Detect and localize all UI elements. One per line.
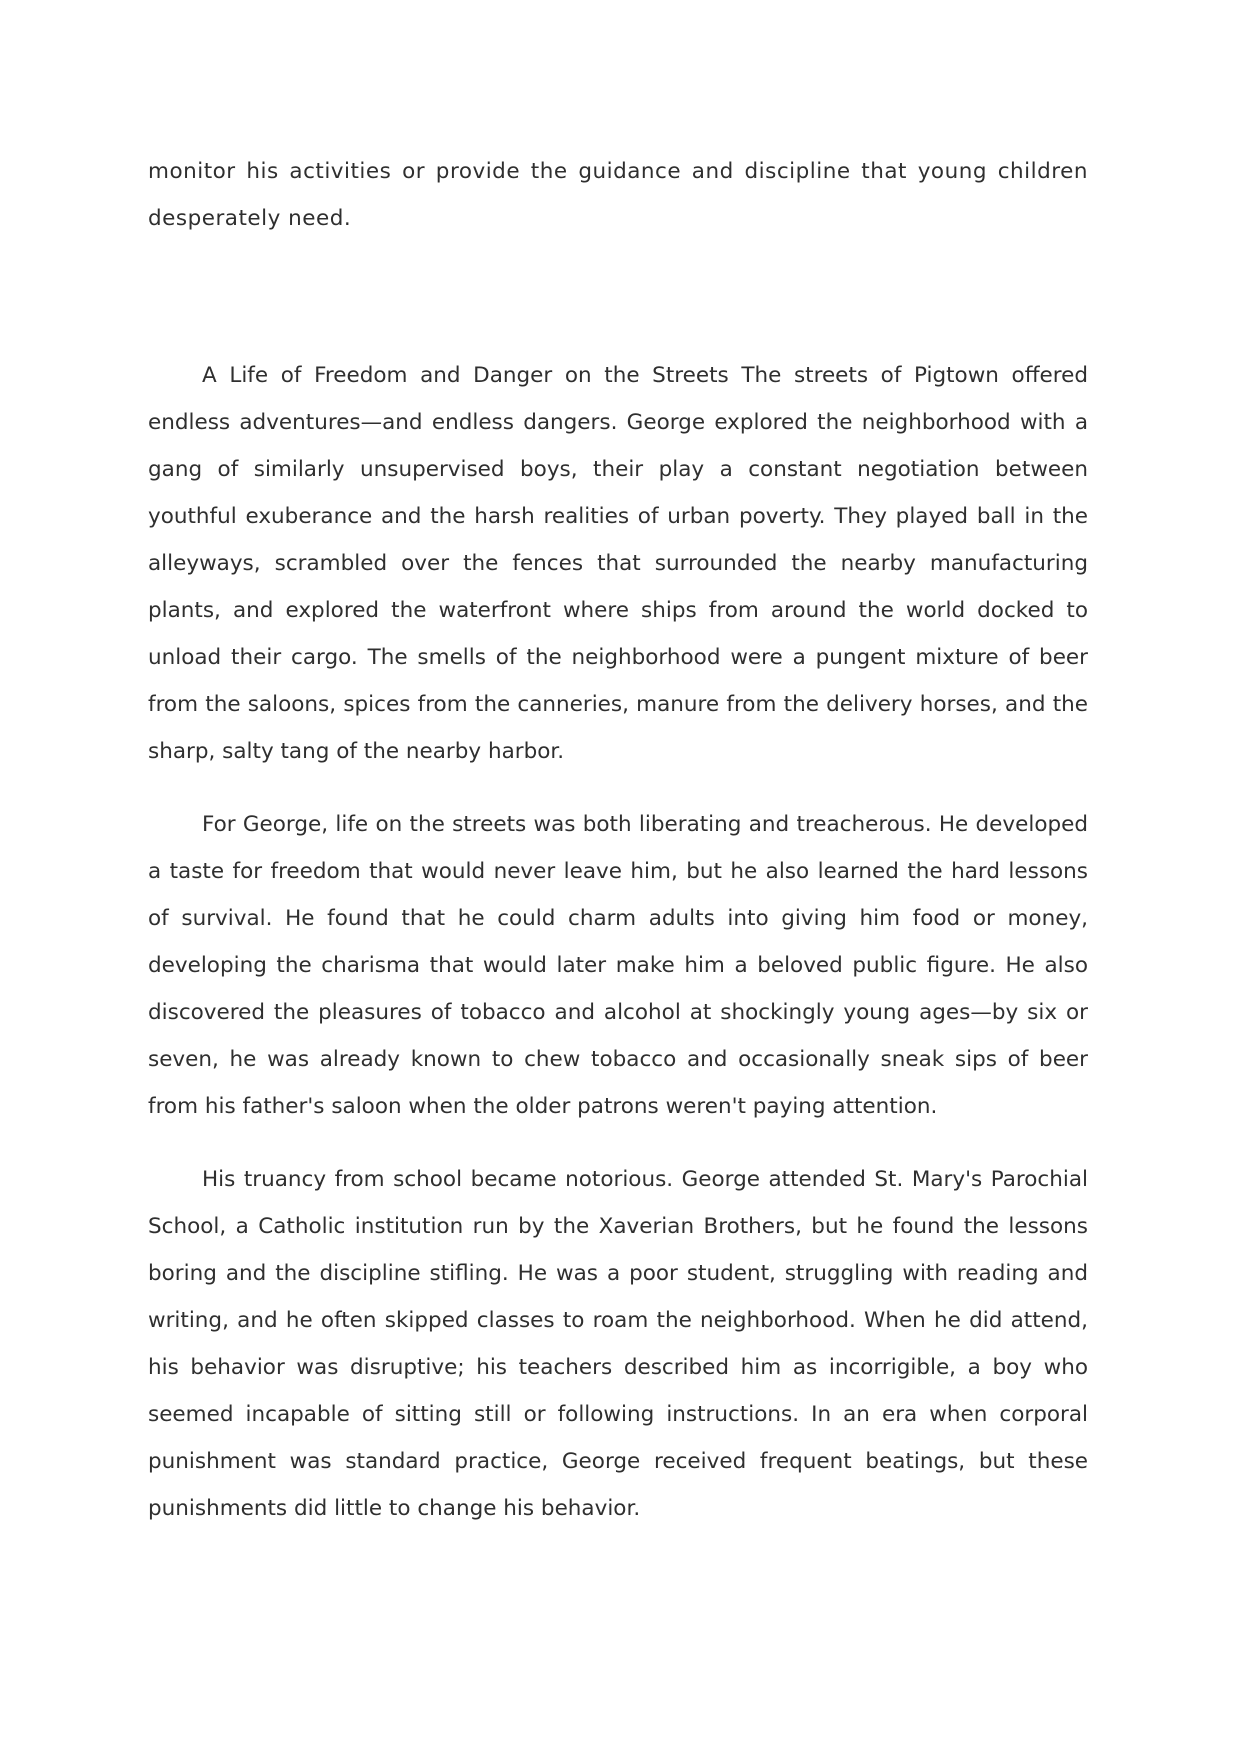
paragraph-spacer <box>148 1130 1088 1156</box>
body-text <box>148 148 1088 1532</box>
section-spacer <box>148 242 1088 352</box>
paragraph-spacer <box>148 775 1088 801</box>
paragraph-streets: A Life of Freedom and Danger on the Streets The streets of Pigtown offered endless adventures—and endless dangers. George explored the neighborhood with a gang of similarly unsupervised boys, their play a constant negotiation between youthful exuberance and the harsh realities of urban poverty. They played ball in the alleyways, scrambled over the fences that surrounded the nearby manufacturing plants, and explored the waterfront where ships from around the world docked to unload their cargo. The smells of the neighborhood were a pungent mixture of beer from the saloons, spices from the canneries, manure from the delivery horses, and the sharp, salty tang of the nearby harbor. <box>148 363 1088 764</box>
paragraph-continuation: monitor his activities or provide the guidance and discipline that young children desperately need. <box>148 159 1088 231</box>
paragraph-freedom: For George, life on the streets was both liberating and treacherous. He developed a taste for freedom that would never leave him, but he also learned the hard lessons of survival. He found that he could charm adults into giving him food or money, developing the charisma that would later make him a beloved public figure. He also discovered the pleasures of tobacco and alcohol at shockingly young ages—by six or seven, he was already known to chew tobacco and occasionally sneak sips of beer from his father's saloon when the older patrons weren't paying attention. <box>148 812 1088 1119</box>
paragraph-truancy: His truancy from school became notorious. George attended St. Mary's Parochial School, a Catholic institution run by the Xaverian Brothers, but he found the lessons boring and the discipline stifling. He was a poor student, struggling with reading and writing, and he often skipped classes to roam the neighborhood. When he did attend, his behavior was disruptive; his teachers described him as incorrigible, a boy who seemed incapable of sitting still or following instructions. In an era when corporal punishment was standard practice, George received frequent beatings, but these punishments did little to change his behavior. <box>148 1167 1088 1521</box>
